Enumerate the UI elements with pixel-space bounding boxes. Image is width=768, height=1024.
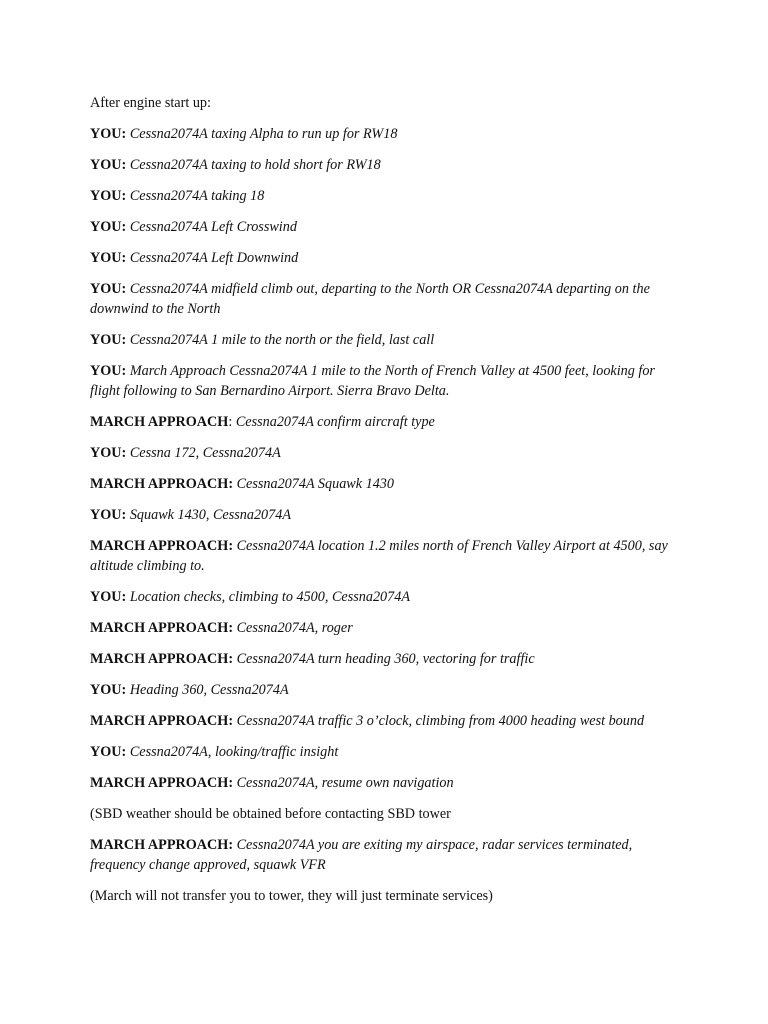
speaker-label: YOU:: [90, 281, 127, 297]
dialog-line: [90, 587, 680, 607]
dialog-line: [90, 649, 680, 669]
message-text: Cessna2074A midfield climb out, departing to the North OR Cessna2074A departing on the downwind to the North: [90, 281, 650, 317]
dialog-line: [90, 248, 680, 268]
message-text: Cessna2074A, looking/traffic insight: [129, 744, 339, 760]
note-line: (March will not transfer you to tower, they will just terminate services): [90, 888, 493, 904]
speaker-label: YOU:: [90, 744, 127, 760]
intro-text: After engine start up:: [90, 95, 211, 111]
message-text: Cessna2074A location 1.2 miles north of French Valley Airport at 4500, say altitude climbing to.: [90, 538, 668, 574]
message-text: Cessna2074A taxing to hold short for RW18: [129, 157, 381, 173]
message-text: Cessna2074A taxing Alpha to run up for RW18: [129, 126, 398, 142]
message-text: Cessna2074A Left Crosswind: [129, 219, 297, 235]
dialog-line: [90, 279, 680, 319]
message-text: Cessna 172, Cessna2074A: [129, 445, 281, 461]
speaker-label: MARCH APPROACH:: [90, 775, 234, 791]
dialog-line: [90, 711, 680, 731]
message-text: March Approach Cessna2074A 1 mile to the North of French Valley at 4500 feet, looking for flight following to San Bernardino Airport. Sierra Bravo Delta.: [90, 363, 655, 399]
speaker-label: MARCH APPROACH:: [90, 476, 234, 492]
dialog-line: [90, 680, 680, 700]
message-text: Cessna2074A Squawk 1430: [236, 476, 394, 492]
message-text: Cessna2074A turn heading 360, vectoring for traffic: [236, 651, 535, 667]
message-text: Cessna2074A you are exiting my airspace, radar services terminated, frequency change approved, squawk VFR: [90, 837, 633, 873]
speaker-label: MARCH APPROACH:: [90, 651, 234, 667]
dialog-line: [90, 443, 680, 463]
speaker-label: YOU:: [90, 363, 127, 379]
message-text: Squawk 1430, Cessna2074A: [129, 507, 291, 523]
message-text: Cessna2074A Left Downwind: [129, 250, 299, 266]
message-text: Cessna2074A, roger: [236, 620, 353, 636]
message-text: Cessna2074A confirm aircraft type: [235, 414, 435, 430]
message-text: Cessna2074A traffic 3 o’clock, climbing from 4000 heading west bound: [236, 713, 645, 729]
speaker-label: MARCH APPROACH:: [90, 538, 234, 554]
speaker-label: YOU:: [90, 445, 127, 461]
dialog-line: [90, 742, 680, 762]
dialog-line: [90, 217, 680, 237]
dialog-line: [90, 124, 680, 144]
separator: :: [228, 414, 236, 430]
message-text: Heading 360, Cessna2074A: [129, 682, 289, 698]
dialog-line: [90, 505, 680, 525]
dialog-line: [90, 618, 680, 638]
note-line: (SBD weather should be obtained before contacting SBD tower: [90, 806, 451, 822]
document-body: [90, 93, 680, 917]
dialog-line: [90, 474, 680, 494]
dialog-line: [90, 330, 680, 350]
speaker-label: YOU:: [90, 507, 127, 523]
dialog-line: [90, 773, 680, 793]
speaker-label: YOU:: [90, 157, 127, 173]
message-text: Cessna2074A, resume own navigation: [236, 775, 454, 791]
speaker-label: YOU:: [90, 332, 127, 348]
speaker-label: MARCH APPROACH: [90, 414, 229, 430]
dialog-line: [90, 155, 680, 175]
speaker-label: YOU:: [90, 682, 127, 698]
message-text: Cessna2074A taking 18: [129, 188, 265, 204]
dialog-line: [90, 186, 680, 206]
speaker-label: YOU:: [90, 126, 127, 142]
message-text: Cessna2074A 1 mile to the north or the field, last call: [129, 332, 435, 348]
speaker-label: MARCH APPROACH:: [90, 620, 234, 636]
dialog-line: [90, 361, 680, 401]
speaker-label: MARCH APPROACH:: [90, 713, 234, 729]
dialog-list: [90, 124, 680, 906]
speaker-label: MARCH APPROACH:: [90, 837, 234, 853]
dialog-line: [90, 835, 680, 875]
dialog-line: [90, 536, 680, 576]
speaker-label: YOU:: [90, 219, 127, 235]
speaker-label: YOU:: [90, 188, 127, 204]
message-text: Location checks, climbing to 4500, Cessna2074A: [129, 589, 410, 605]
dialog-line: [90, 412, 680, 432]
speaker-label: YOU:: [90, 589, 127, 605]
speaker-label: YOU:: [90, 250, 127, 266]
